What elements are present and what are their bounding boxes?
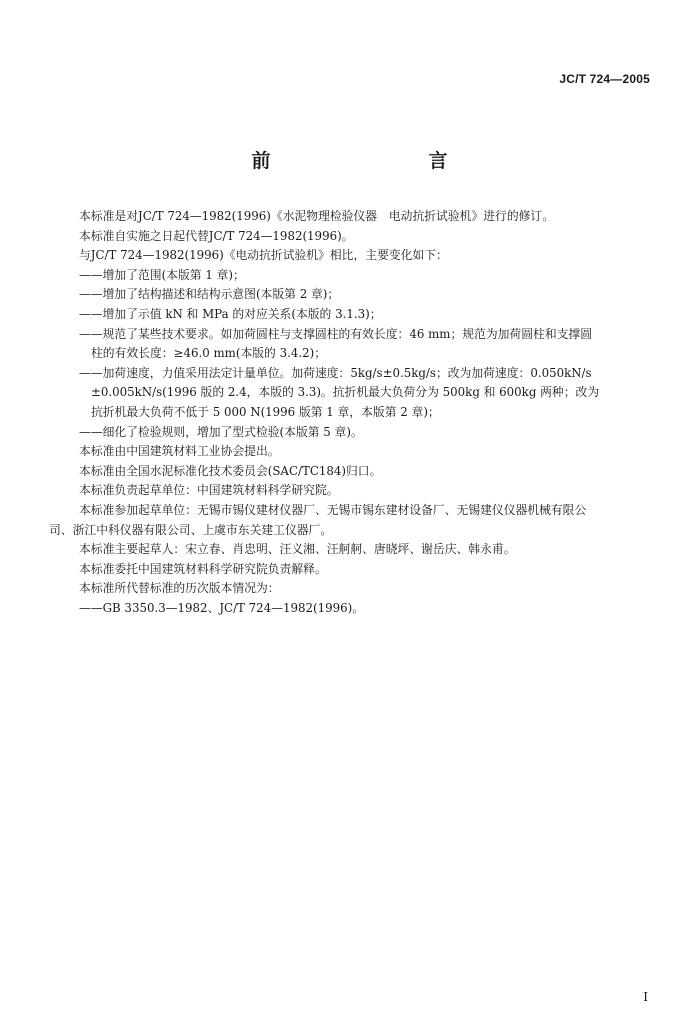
list-item: ——GB 3350.3—1982、JC/T 724—1982(1996)。	[79, 600, 365, 615]
list-item: ——细化了检验规则，增加了型式检验(本版第 5 章)。	[79, 424, 363, 439]
page-title: 前 言	[251, 150, 488, 172]
list-item: ——增加了示值 kN 和 MPa 的对应关系(本版的 3.1.3)；	[79, 306, 382, 321]
paragraph: 本标准主要起草人：宋立春、肖忠明、汪义湘、汪舸舸、唐晓坪、谢岳庆、韩永甫。	[79, 542, 516, 557]
paragraph: 本标准自实施之日起代替JC/T 724—1982(1996)。	[79, 228, 354, 243]
list-item-continuation: 柱的有效长度：≥46.0 mm(本版的 3.4.2)；	[91, 346, 327, 361]
paragraph: 与JC/T 724—1982(1996)《电动抗折试验机》相比，主要变化如下：	[79, 248, 448, 263]
foreword-body	[49, 207, 655, 618]
paragraph: 本标准负责起草单位：中国建筑材料科学研究院。	[79, 483, 339, 498]
paragraph: 本标准委托中国建筑材料科学研究院负责解释。	[79, 561, 327, 576]
paragraph: 本标准是对JC/T 724—1982(1996)《水泥物理检验仪器 电动抗折试验机》进行的修订。	[79, 209, 555, 223]
list-item-continuation: ±0.005kN/s(1996 版的 2.4，本版的 3.3)。抗折机最大负荷分为 500kg 和 600kg 两种；改为	[91, 385, 600, 400]
list-item: ——增加了结构描述和结构示意图(本版第 2 章)；	[79, 287, 340, 302]
paragraph: 本标准由中国建筑材料工业协会提出。	[79, 444, 280, 459]
paragraph: 本标准所代替标准的历次版本情况为：	[79, 581, 280, 596]
list-item: ——加荷速度，力值采用法定计量单位。加荷速度：5kg/s±0.5kg/s；改为加荷速度：0.050kN/s	[79, 365, 592, 380]
paragraph: 本标准参加起草单位：无锡市锡仪建材仪器厂、无锡市锡东建材设备厂、无锡建仪仪器机械有限公	[79, 502, 587, 517]
page-number: I	[643, 990, 648, 1004]
document-code: JC/T 724—2005	[559, 72, 650, 86]
paragraph-continuation: 司、浙江中科仪器有限公司、上虞市东关建工仪器厂。	[49, 522, 333, 537]
paragraph: 本标准由全国水泥标准化技术委员会(SAC/TC184)归口。	[79, 463, 382, 478]
list-item: ——规范了某些技术要求。如加荷圆柱与支撑圆柱的有效长度：46 mm；规范为加荷圆柱和支撑圆	[79, 326, 593, 341]
list-item: ——增加了范围(本版第 1 章)；	[79, 267, 245, 282]
list-item-continuation: 抗折机最大负荷不低于 5 000 N(1996 版第 1 章，本版第 2 章)；	[91, 404, 440, 419]
